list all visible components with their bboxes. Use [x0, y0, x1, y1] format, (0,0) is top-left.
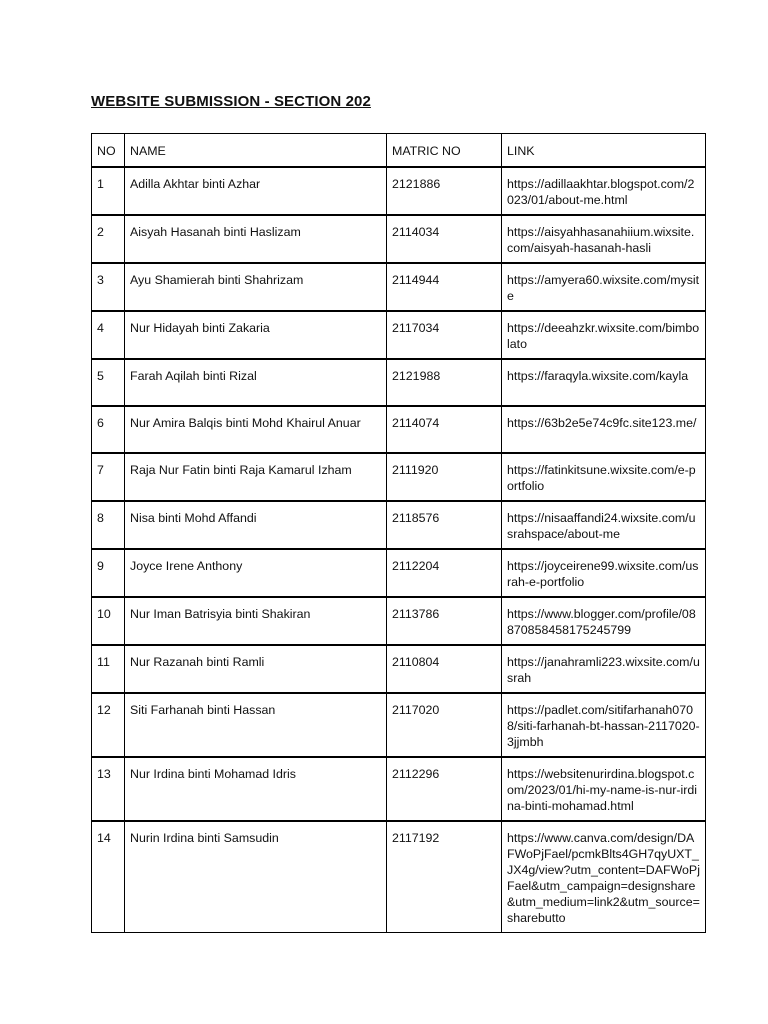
row-matric-no: 2113786	[387, 597, 502, 645]
row-matric-no: 2114944	[387, 263, 502, 311]
row-no: 6	[92, 406, 125, 453]
row-name: Nurin Irdina binti Samsudin	[125, 821, 387, 933]
row-name: Nur Iman Batrisyia binti Shakiran	[125, 597, 387, 645]
header-name: NAME	[125, 134, 387, 168]
row-link[interactable]: https://amyera60.wixsite.com/mysite	[502, 263, 706, 311]
row-matric-no: 2117192	[387, 821, 502, 933]
table-row	[92, 453, 706, 501]
table-row	[92, 549, 706, 597]
row-name: Nur Hidayah binti Zakaria	[125, 311, 387, 359]
row-name: Adilla Akhtar binti Azhar	[125, 167, 387, 215]
table-row	[92, 215, 706, 263]
row-matric-no: 2112296	[387, 757, 502, 821]
row-no: 2	[92, 215, 125, 263]
row-link[interactable]: https://63b2e5e74c9fc.site123.me/	[502, 406, 706, 453]
header-matric-no: MATRIC NO	[387, 134, 502, 168]
row-link[interactable]: https://faraqyla.wixsite.com/kayla	[502, 359, 706, 406]
table-row	[92, 757, 706, 821]
row-matric-no: 2112204	[387, 549, 502, 597]
row-name: Joyce Irene Anthony	[125, 549, 387, 597]
row-name: Siti Farhanah binti Hassan	[125, 693, 387, 757]
row-matric-no: 2111920	[387, 453, 502, 501]
row-link[interactable]: https://fatinkitsune.wixsite.com/e-portfolio	[502, 453, 706, 501]
row-link[interactable]: https://joyceirene99.wixsite.com/usrah-e-portfolio	[502, 549, 706, 597]
row-no: 9	[92, 549, 125, 597]
row-link[interactable]: https://padlet.com/sitifarhanah0708/siti-farhanah-bt-hassan-2117020-3jjmbh	[502, 693, 706, 757]
row-no: 4	[92, 311, 125, 359]
table-row	[92, 501, 706, 549]
row-no: 13	[92, 757, 125, 821]
submission-table	[91, 133, 706, 933]
row-name: Nur Razanah binti Ramli	[125, 645, 387, 693]
document-title: WEBSITE SUBMISSION - SECTION 202	[91, 93, 371, 110]
row-no: 12	[92, 693, 125, 757]
row-name: Nur Amira Balqis binti Mohd Khairul Anuar	[125, 406, 387, 453]
row-name: Ayu Shamierah binti Shahrizam	[125, 263, 387, 311]
row-matric-no: 2110804	[387, 645, 502, 693]
row-matric-no: 2118576	[387, 501, 502, 549]
row-no: 5	[92, 359, 125, 406]
table-row	[92, 645, 706, 693]
row-matric-no: 2121988	[387, 359, 502, 406]
row-name: Aisyah Hasanah binti Haslizam	[125, 215, 387, 263]
table-row	[92, 263, 706, 311]
row-link[interactable]: https://www.blogger.com/profile/08870858458175245799	[502, 597, 706, 645]
row-link[interactable]: https://deeahzkr.wixsite.com/bimbolato	[502, 311, 706, 359]
row-no: 11	[92, 645, 125, 693]
row-name: Nisa binti Mohd Affandi	[125, 501, 387, 549]
row-no: 14	[92, 821, 125, 933]
table-row	[92, 311, 706, 359]
row-no: 7	[92, 453, 125, 501]
row-name: Farah Aqilah binti Rizal	[125, 359, 387, 406]
row-link[interactable]: https://nisaaffandi24.wixsite.com/usrahspace/about-me	[502, 501, 706, 549]
row-no: 8	[92, 501, 125, 549]
row-no: 1	[92, 167, 125, 215]
table-row	[92, 406, 706, 453]
row-matric-no: 2114074	[387, 406, 502, 453]
table-row	[92, 597, 706, 645]
table-row	[92, 821, 706, 933]
row-link[interactable]: https://adillaakhtar.blogspot.com/2023/01/about-me.html	[502, 167, 706, 215]
table-row	[92, 359, 706, 406]
row-matric-no: 2117034	[387, 311, 502, 359]
row-name: Raja Nur Fatin binti Raja Kamarul Izham	[125, 453, 387, 501]
row-link[interactable]: https://websitenurirdina.blogspot.com/2023/01/hi-my-name-is-nur-irdina-binti-mohamad.html	[502, 757, 706, 821]
row-name: Nur Irdina binti Mohamad Idris	[125, 757, 387, 821]
row-link[interactable]: https://aisyahhasanahiium.wixsite.com/aisyah-hasanah-hasli	[502, 215, 706, 263]
row-link[interactable]: https://www.canva.com/design/DAFWoPjFael/pcmkBlts4GH7qyUXT_JX4g/view?utm_content=DAFWoPjFael&utm_campaign=designshare&utm_medium=link2&utm_source=sharebutto	[502, 821, 706, 933]
table-header-row	[92, 134, 706, 168]
table-row	[92, 167, 706, 215]
row-matric-no: 2114034	[387, 215, 502, 263]
row-no: 3	[92, 263, 125, 311]
row-matric-no: 2121886	[387, 167, 502, 215]
row-link[interactable]: https://janahramli223.wixsite.com/usrah	[502, 645, 706, 693]
header-link: LINK	[502, 134, 706, 168]
table-row	[92, 693, 706, 757]
row-matric-no: 2117020	[387, 693, 502, 757]
header-no: NO	[92, 134, 125, 168]
row-no: 10	[92, 597, 125, 645]
